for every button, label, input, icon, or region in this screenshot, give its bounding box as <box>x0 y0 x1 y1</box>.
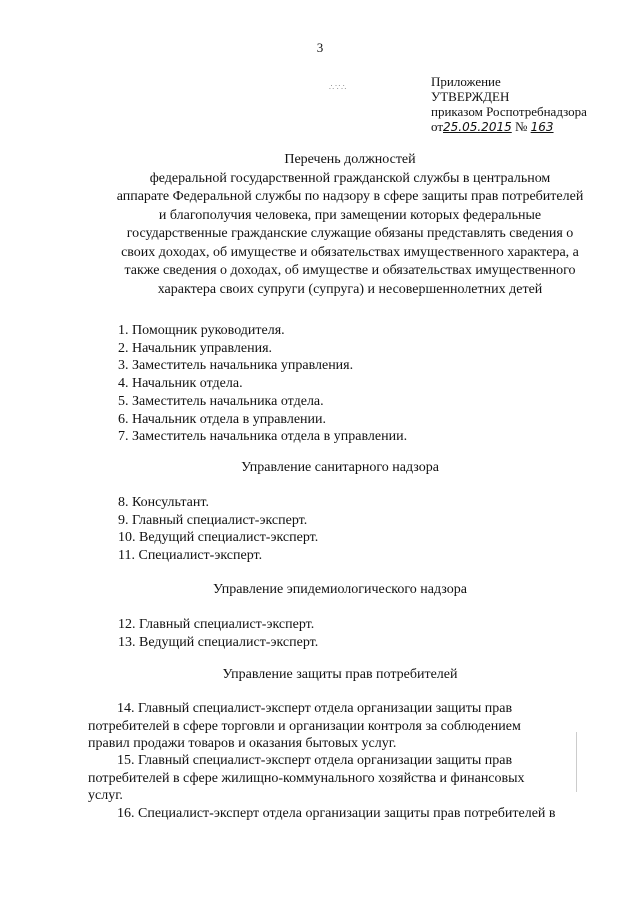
list-item: 13. Ведущий специалист-эксперт. <box>118 634 319 650</box>
title-line: федеральной государственной гражданской службы в центральном <box>149 170 551 186</box>
list-item: 12. Главный специалист-эксперт. <box>118 617 315 632</box>
list-item: 8. Консультант. <box>118 495 209 510</box>
scan-artifact <box>576 732 577 792</box>
title-line: также сведения о доходах, об имуществе и обязательствах имущественного <box>124 263 576 278</box>
paragraph-line: услуг. <box>88 788 123 803</box>
list-item: 10. Ведущий специалист-эксперт. <box>118 530 319 546</box>
list-item: 1. Помощник руководителя. <box>118 323 285 338</box>
approval-order: приказом Роспотребнадзора <box>431 104 587 119</box>
approval-approved: УТВЕРЖДЕН <box>431 89 510 104</box>
paragraph-item-16 <box>88 805 585 823</box>
title-line: аппарате Федеральной службы по надзору в сфере защиты прав потребителей <box>116 189 584 204</box>
paragraph-line: 16. Специалист-эксперт отдела организации защиты прав потребителей в <box>117 806 556 821</box>
title-line: и благополучия человека, при замещении которых федеральные <box>158 207 542 223</box>
list-item: 3. Заместитель начальника управления. <box>118 358 354 374</box>
general-positions-list <box>118 322 407 446</box>
paragraph-line: правил продажи товаров и оказания бытовых услуг. <box>88 736 397 751</box>
list-item: 11. Специалист-эксперт. <box>118 548 263 564</box>
approval-number-signature: 163 <box>530 120 554 134</box>
title-line: характера своих супруги (супруга) и несовершеннолетних детей <box>157 281 543 297</box>
paragraph-line: потребителей в сфере торговли и организации контроля за соблюдением <box>88 718 521 734</box>
paragraph-line: потребителей в сфере жилищно-коммунального хозяйства и финансовых <box>88 770 525 786</box>
title-line: государственные гражданские служащие обязаны представлять сведения о <box>126 226 574 241</box>
paragraph-item-14 <box>88 700 585 753</box>
title-line: своих доходах, об имуществе и обязательствах имущественного характера, а <box>121 244 579 260</box>
list-item: 9. Главный специалист-эксперт. <box>118 512 308 528</box>
paragraph-line: 14. Главный специалист-эксперт отдела организации защиты прав <box>117 701 513 716</box>
sanitary-positions-list <box>118 494 318 565</box>
paragraph-line: 15. Главный специалист-эксперт отдела организации защиты прав <box>117 753 513 768</box>
list-item: 7. Заместитель начальника отдела в управлении. <box>118 429 408 445</box>
approval-block <box>431 74 587 135</box>
approval-appendix: Приложение <box>431 74 501 89</box>
section-heading-consumer-rights: Управление защиты прав потребителей <box>222 667 458 682</box>
approval-date-signature: 25.05.2015 <box>443 120 512 134</box>
section-heading-sanitary: Управление санитарного надзора <box>241 460 439 475</box>
section-heading-epidemiological: Управление эпидемиологического надзора <box>213 582 467 597</box>
list-item: 2. Начальник управления. <box>118 340 273 356</box>
approval-number-label: № <box>514 119 528 134</box>
approval-date-prefix: от <box>431 119 444 134</box>
scan-smudge: ∴∵∴ <box>329 83 348 92</box>
document-title <box>60 151 640 299</box>
paragraph-item-15 <box>88 752 585 805</box>
epidemiological-positions-list <box>118 616 318 651</box>
approval-date-line <box>431 119 587 135</box>
page-number: 3 <box>316 40 324 55</box>
title-heading: Перечень должностей <box>284 152 416 167</box>
list-item: 5. Заместитель начальника отдела. <box>118 393 324 409</box>
list-item: 6. Начальник отдела в управлении. <box>118 411 327 427</box>
list-item: 4. Начальник отдела. <box>118 376 243 392</box>
